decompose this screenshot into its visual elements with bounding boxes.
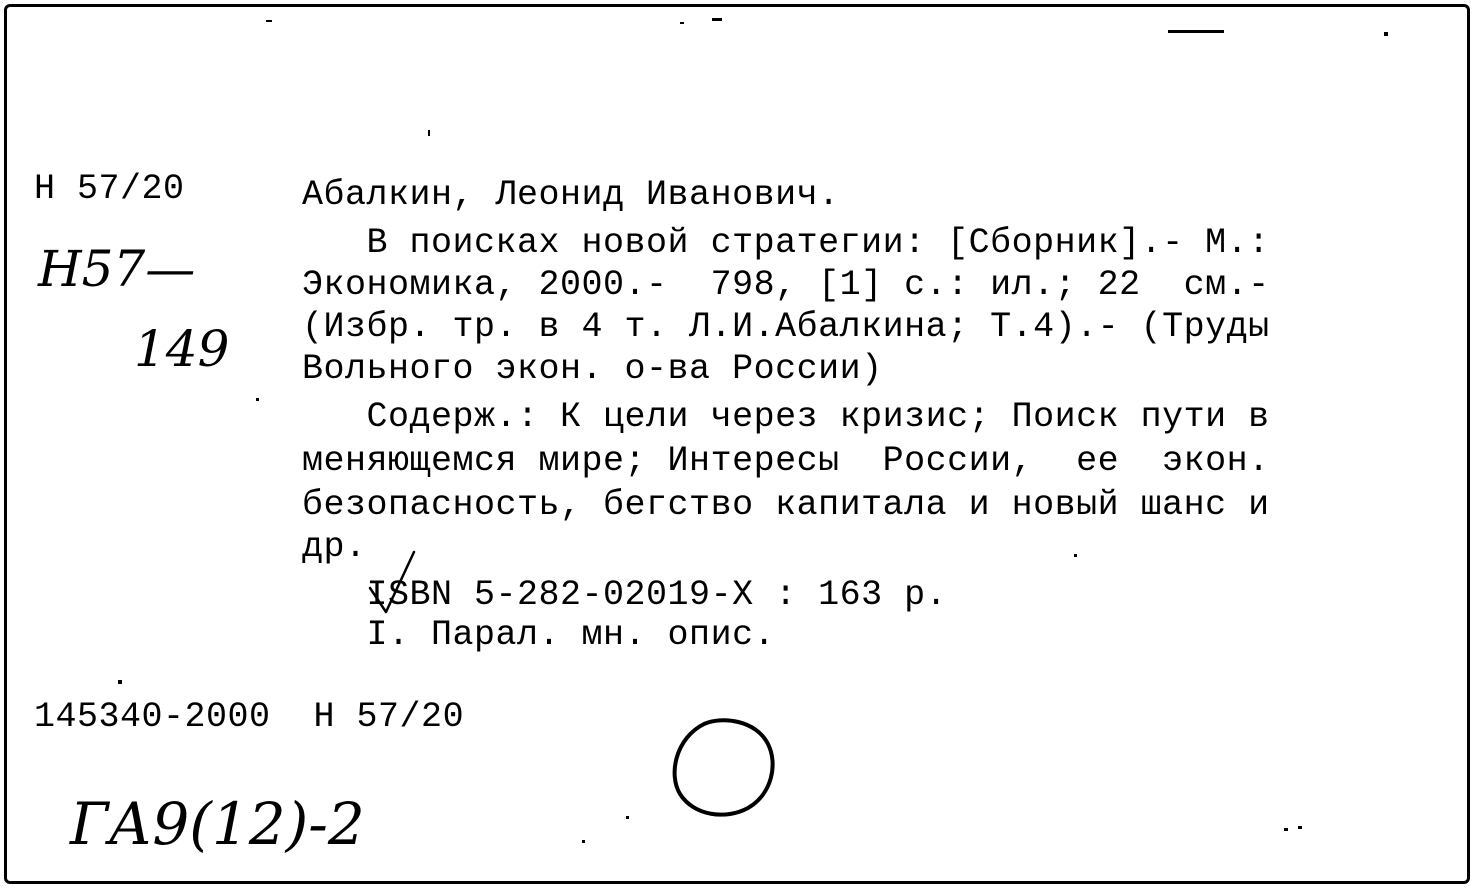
- handwritten-shelfmark-line2: 149: [134, 320, 230, 378]
- inventory-line: 145340-2000 Н 57/20: [34, 697, 465, 737]
- entry-line: др.: [302, 527, 367, 567]
- entry-line: Экономика, 2000.- 798, [1] с.: ил.; 22 см.-: [302, 265, 1270, 305]
- circle-mark-icon: [664, 716, 784, 820]
- entry-line: В поисках новой стратегии: [Сборник].- М.:: [302, 223, 1270, 263]
- scan-speck: [680, 22, 684, 24]
- scan-speck: [1074, 554, 1077, 557]
- check-mark-icon: [366, 548, 426, 618]
- scan-speck: [266, 20, 272, 22]
- scan-speck: [118, 680, 122, 684]
- scan-speck: [1384, 32, 1388, 36]
- entry-line: I. Парал. мн. опис.: [302, 615, 776, 655]
- handwritten-classification-text: ГА9(12)-2: [70, 790, 365, 858]
- entry-line: Вольного экон. о-ва России): [302, 349, 883, 389]
- entry-line: безопасность, бегство капитала и новый шанс и: [302, 485, 1270, 525]
- handwritten-classification: [66, 772, 466, 872]
- scan-speck: [428, 130, 430, 136]
- scan-speck: [1168, 30, 1224, 33]
- handwritten-shelfmark: [34, 238, 264, 378]
- scan-speck: [626, 816, 629, 819]
- entry-line: (Избр. тр. в 4 т. Л.И.Абалкина; Т.4).- (Труды: [302, 307, 1270, 347]
- shelfmark-top: Н 57/20: [34, 169, 185, 209]
- entry-line: меняющемся мире; Интересы России, ее экон.: [302, 441, 1270, 481]
- entry-line: Содерж.: К цели через кризис; Поиск пути в: [302, 397, 1270, 437]
- entry-line: ISBN 5-282-02019-Х : 163 р.: [302, 575, 948, 615]
- scan-speck: [712, 18, 722, 21]
- scan-speck: [1298, 826, 1302, 829]
- scan-speck: [1284, 828, 1288, 831]
- scan-speck: [256, 398, 259, 401]
- handwritten-shelfmark-line1: Н57—: [38, 240, 196, 298]
- scan-speck: [582, 840, 585, 843]
- entry-line: Абалкин, Леонид Иванович.: [302, 175, 840, 215]
